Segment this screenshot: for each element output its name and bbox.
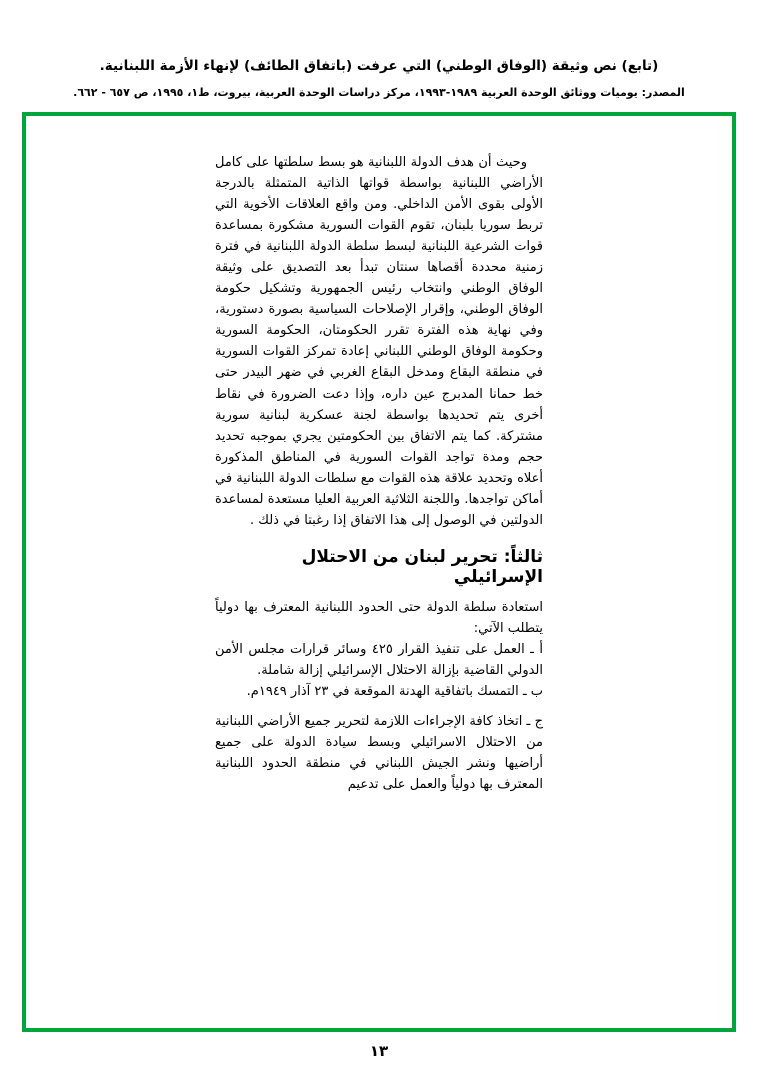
text-column xyxy=(215,152,543,795)
sub-paragraph-a: أ ـ العمل على تنفيذ القرار ٤٢٥ وسائر قرارات مجلس الأمن الدولي القاضية بإزالة الاحتلال الإسرائيلي إزالة شاملة. xyxy=(215,641,544,678)
section-heading: ثالثاً: تحرير لبنان من الاحتلال الإسرائيلي xyxy=(301,546,543,587)
document-content xyxy=(26,152,732,1028)
page-header xyxy=(0,0,758,102)
document-source-line: المصدر: يوميات ووثائق الوحدة العربية ١٩٨٩-١٩٩٣، مركز دراسات الوحدة العربية، بيروت، ط١، ١٩٩٥، ص ٦٥٧ - ٦٦٢. xyxy=(73,86,685,100)
page-number: ١٣ xyxy=(369,1042,389,1060)
green-border-frame xyxy=(22,112,736,1032)
document-title: (تابع) نص وثيقة (الوفاق الوطني) التي عرفت (باتفاق الطائف) لإنهاء الأزمة اللبنانية. xyxy=(99,58,659,74)
sub-paragraph-intro: استعادة سلطة الدولة حتى الحدود اللبنانية المعترف بها دولياً يتطلب الآتي: xyxy=(215,599,543,636)
sub-paragraph-b: ب ـ التمسك باتفاقية الهدنة الموقعة في ٢٣ آذار ١٩٤٩م. xyxy=(246,684,543,700)
paragraph: وحيث أن هدف الدولة اللبنانية هو بسط سلطتها على كامل الأراضي اللبنانية بواسطة قواتها الذاتية المتمثلة بالدرجة الأولى بقوى الأمن الداخلي. ومن واقع العلاقات الأخوية التي تربط سوريا بلبنان، تقوم القوات السورية مشكورة بمساعدة قوات الشرعية اللبنانية لبسط سلطة الدولة اللبنانية في فترة زمنية محددة أقصاها سنتان تبدأ بعد التصديق على وثيقة الوفاق الوطني وانتخاب رئيس الجمهورية وتشكيل حكومة الوفاق الوطني، وإقرار الإصلاحات السياسية بصورة دستورية، وفي نهاية هذه الفترة تقرر الحكومتان، الحكومة السورية وحكومة الوفاق الوطني اللبناني إعادة تمركز القوات السورية في منطقة البقاع ومدخل البقاع الغربي في ضهر البيدر حتى خط حمانا المدبرج عين داره، وإذا دعت الضرورة في نقاط أخرى يتم تحديدها بواسطة لجنة عسكرية لبنانية سورية مشتركة. كما يتم الاتفاق بين الحكومتين يجري بموجبه تحديد حجم ومدة تواجد القوات السورية في المناطق المذكورة أعلاه وتحديد علاقة هذه القوات مع سلطات الدولة اللبنانية في أماكن تواجدها. واللجنة الثلاثية العربية العليا مستعدة لمساعدة الدولتين في الوصول إلى هذا الاتفاق إذا رغبتا في ذلك . xyxy=(215,155,543,528)
sub-paragraph-c: ج ـ اتخاذ كافة الإجراءات اللازمة لتحرير جميع الأراضي اللبنانية من الاحتلال الاسرائيلي وبسط سيادة الدولة على جميع أراضيها ونشر الجيش اللبناني في منطقة الحدود اللبنانية المعترف بها دولياً والعمل على تدعيم xyxy=(215,714,543,793)
